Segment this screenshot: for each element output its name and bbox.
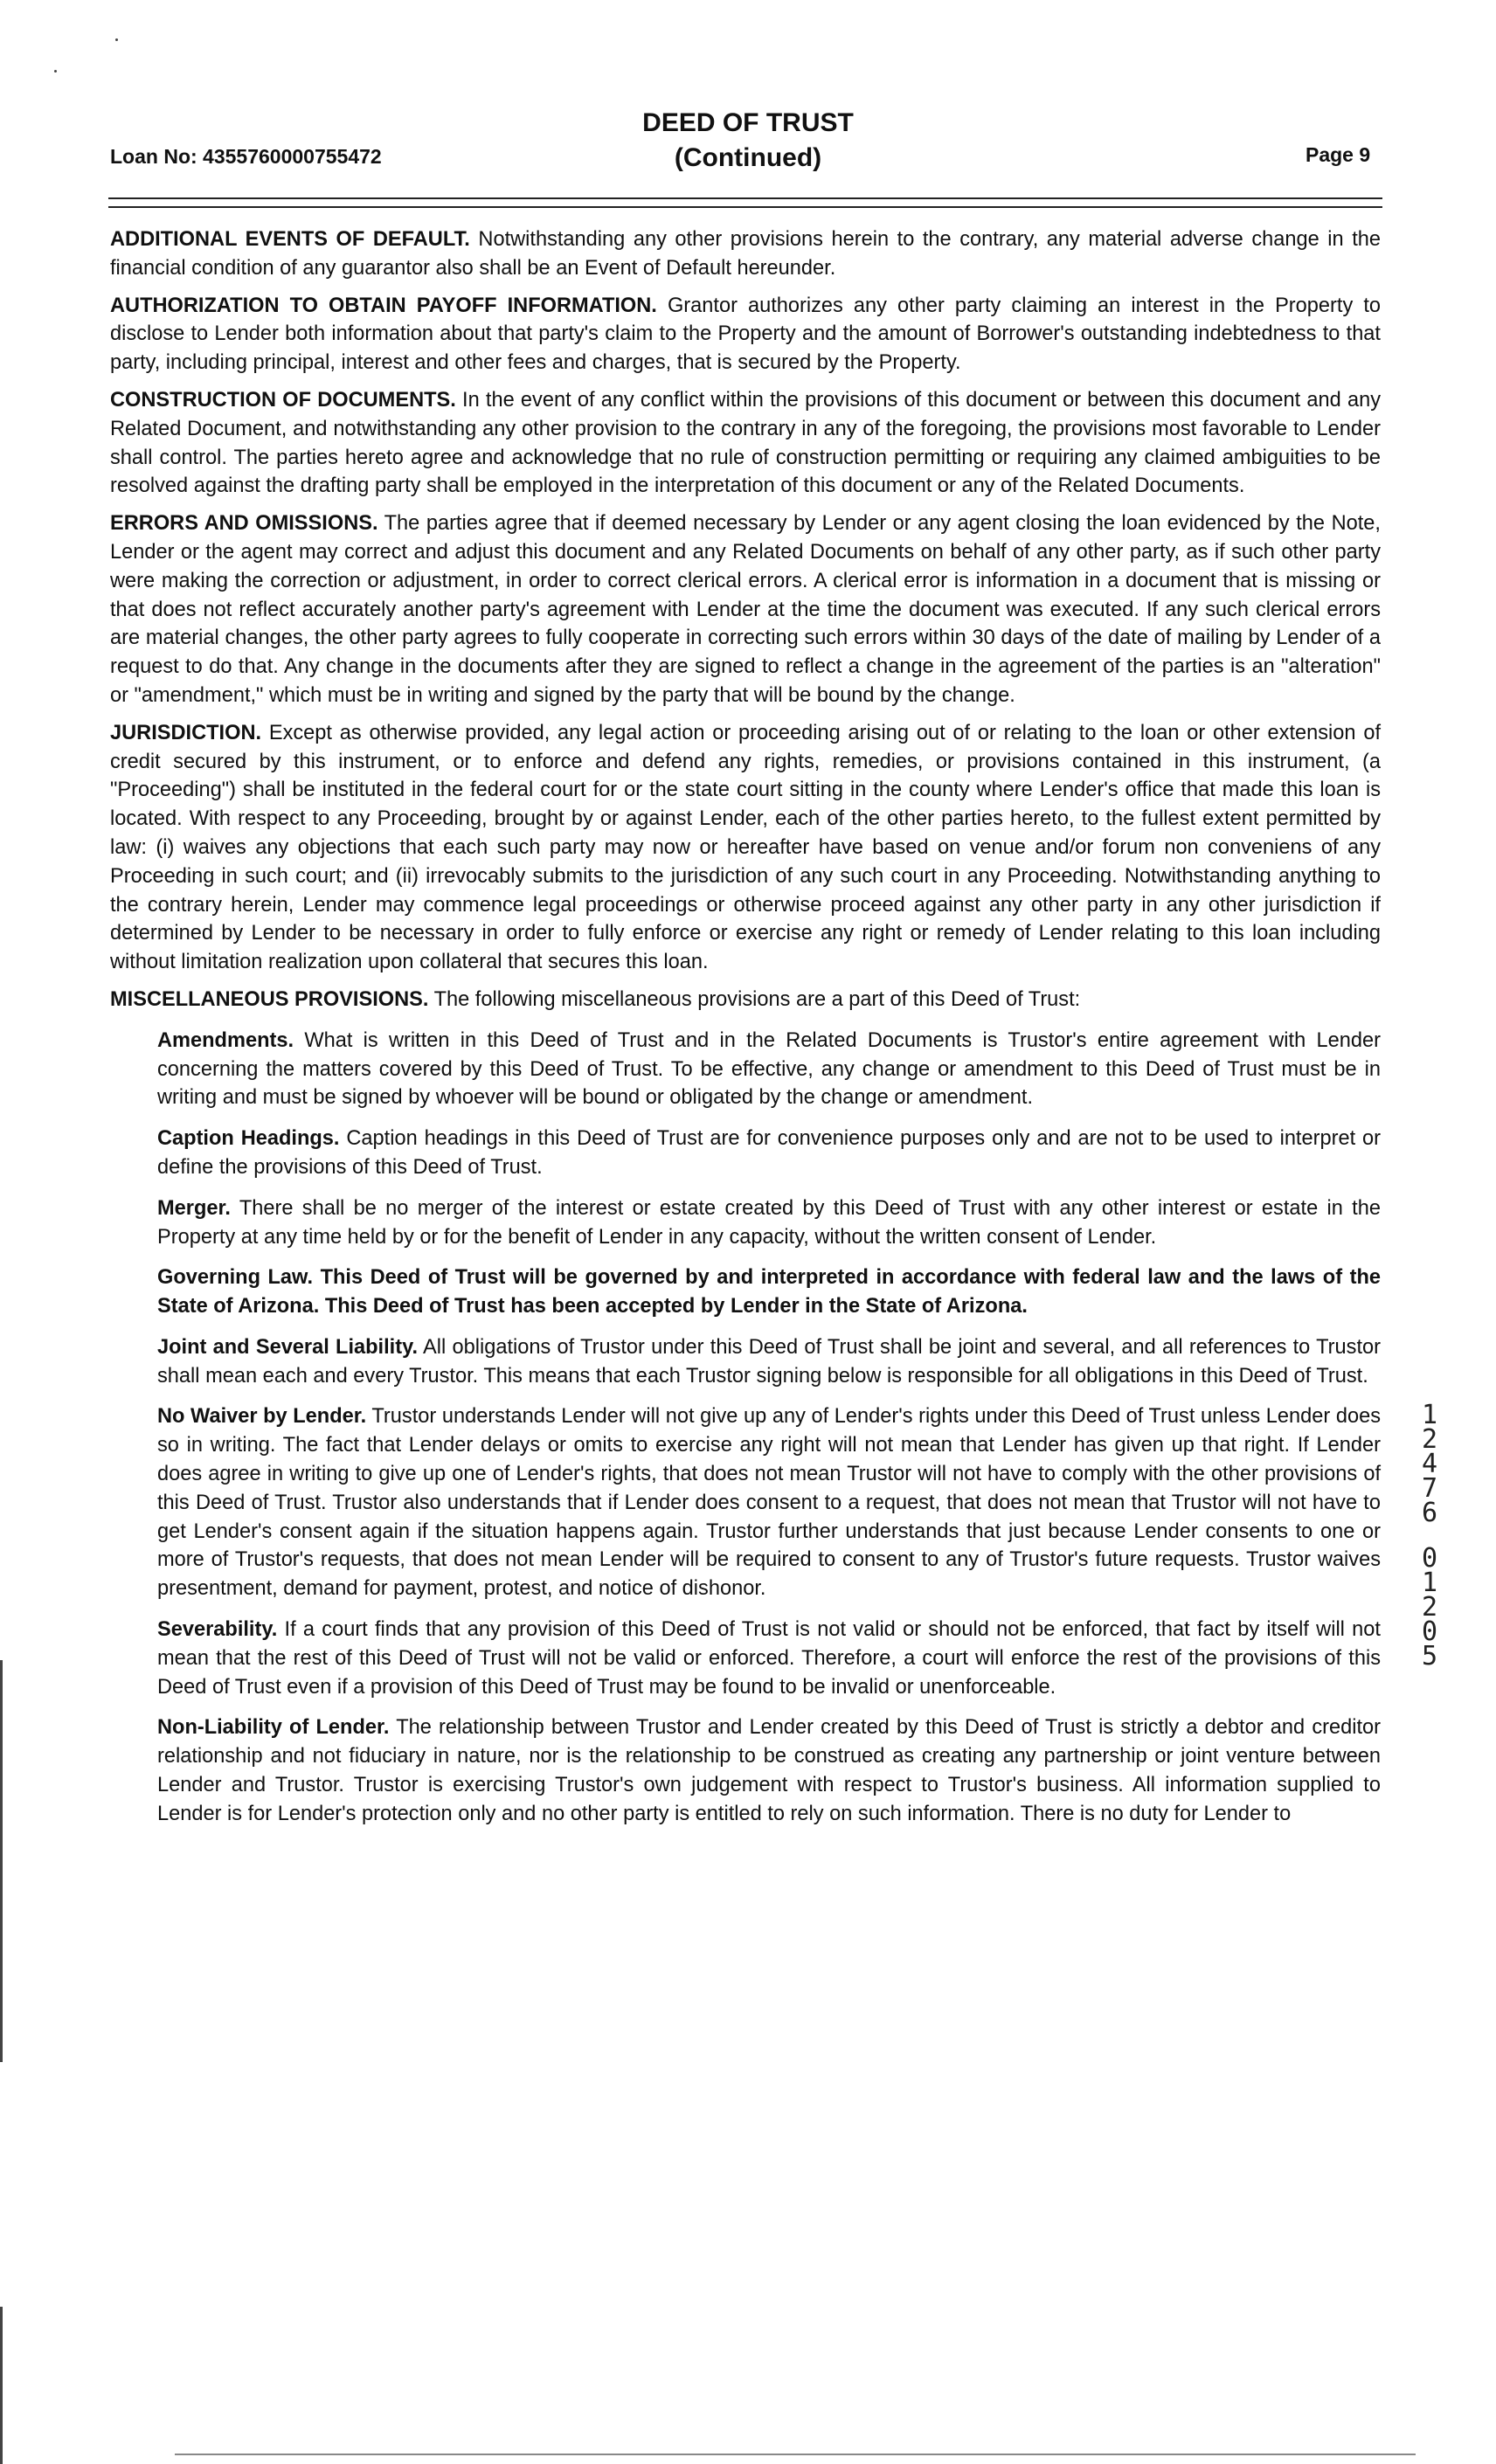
- provision-heading: Caption Headings.: [157, 1127, 340, 1151]
- provision-heading: Governing Law.: [157, 1266, 314, 1290]
- stamp-digit: 5: [1421, 1641, 1438, 1672]
- provision-heading: Severability.: [157, 1618, 278, 1642]
- section-heading: CONSTRUCTION OF DOCUMENTS.: [110, 388, 456, 412]
- stamp-digit: 1: [1421, 1568, 1438, 1598]
- section-heading: ADDITIONAL EVENTS OF DEFAULT.: [110, 228, 470, 251]
- provision-heading: Joint and Several Liability.: [157, 1335, 419, 1359]
- document-body: [110, 225, 1381, 1841]
- provision-text: What is written in this Deed of Trust and in the Related Documents is Trustor's entire agreement with Lender concerning the matters covered by this Deed of Trust. To be effective, any change or amendment to this Deed of Trust must be in writing and must be signed by whoever will be bound or obligated by the change or amendment.: [157, 1028, 1381, 1110]
- provision-heading: No Waiver by Lender.: [157, 1405, 367, 1429]
- stamp-digit: 2: [1421, 1592, 1438, 1623]
- stamp-digit: 0: [1421, 1543, 1438, 1574]
- section-heading: JURISDICTION.: [110, 721, 262, 744]
- provision-amendments: [157, 1027, 1381, 1112]
- section-errors-omissions: [110, 509, 1381, 710]
- scan-speck: [115, 38, 118, 41]
- document-subtitle: (Continued): [674, 143, 822, 172]
- stamp-digit: 1: [1421, 1400, 1438, 1430]
- section-text: Except as otherwise provided, any legal action or proceeding arising out of or relating to the loan or other extension of credit secured by this instrument, or to enforce and defend any rights, remedies, or provisions contained in this instrument, (a "Proceeding") shall be instituted in the federal court for or the state court sitting in the county where Lender's office that made this loan is located. With respect to any Proceeding, brought by or against Lender, each of the other parties hereto, to the fullest extent permitted by law: (i) waives any objections that each such party may now or hereafter have based on venue and/or forum non conveniens of any Proceeding in such court; and (ii) irrevocably submits to the jurisdiction of any such court in any Proceeding. Notwithstanding anything to the contrary herein, Lender may commence legal proceedings or otherwise proceed against any other party in any other jurisdiction if determined by Lender to be necessary in order to fully enforce or exercise any right or remedy of Lender relating to this loan including without limitation realization upon collateral that secures this loan.: [110, 721, 1381, 974]
- provision-text: This Deed of Trust will be governed by and interpreted in accordance with federal law and the laws of the State of Arizona. This Deed of Trust has been accepted by Lender in the State of Arizona.: [157, 1266, 1381, 1319]
- stamp-digit: 0: [1421, 1616, 1438, 1647]
- section-additional-events: [110, 225, 1381, 283]
- provision-text: If a court finds that any provision of this Deed of Trust is not valid or should not be enforced, that fact by itself will not mean that the rest of this Deed of Trust will not be valid or enforced. Therefore, a court will enforce the rest of the provisions of this Deed of Trust even if a provision of this Deed of Trust may be found to be invalid or unenforceable.: [157, 1618, 1381, 1699]
- document-title: DEED OF TRUST: [642, 108, 854, 137]
- section-text: The parties agree that if deemed necessary by Lender or any agent closing the loan evidenced by the Note, Lender or the agent may correct and adjust this document and any Related Documents on behalf of any other party, as if such other party were making the correction or adjustment, in order to correct clerical errors. A clerical error is information in a document that is missing or that does not reflect accurately another party's agreement with Lender at the time the document was executed. If any such clerical errors are material changes, the other party agrees to fully cooperate in correcting such errors within 30 days of the date of mailing by Lender of a request to do that. Any change in the documents after they are signed to reflect a change in the agreement of the parties is an "alteration" or "amendment," which must be in writing and signed by the party that will be bound by the change.: [110, 512, 1381, 707]
- scan-speck: [54, 70, 57, 73]
- scan-edge-mark: [0, 2307, 3, 2464]
- section-text: Grantor authorizes any other party claiming an interest in the Property to disclose to Lender both information about that party's claim to the Property and the amount of Borrower's outstanding indebtedness to that party, including principal, interest and other fees and charges, that is secured by the Property.: [110, 294, 1381, 375]
- footer-rule: [175, 2454, 1416, 2455]
- section-jurisdiction: [110, 719, 1381, 977]
- stamp-digit: 2: [1421, 1424, 1438, 1455]
- provision-text: There shall be no merger of the interest or estate created by this Deed of Trust with any other interest or estate in the Property at any time held by or for the benefit of Lender in any capacity, without the written consent of Lender.: [157, 1196, 1381, 1249]
- provision-non-liability: [157, 1713, 1381, 1828]
- section-text: In the event of any conflict within the provisions of this document or between this document and any Related Document, and notwithstanding any other provision to the contrary in any of the foregoing, the provisions most favorable to Lender shall control. The parties hereto agree and acknowledge that no rule of construction permitting or requiring any claimed ambiguities to be resolved against the drafting party shall be employed in the interpretation of this document or any of the Related Documents.: [110, 388, 1381, 498]
- provision-text: Trustor understands Lender will not give up any of Lender's rights under this Deed of Trust unless Lender does so in writing. The fact that Lender delays or omits to exercise any right will not mean that Lender has given up that right. If Lender does agree in writing to give up one of Lender's rights, that does not mean Trustor will not have to comply with the other provisions of this Deed of Trust. Trustor also understands that if Lender does consent to a request, that does not mean that Trustor will not have to get Lender's consent again if the situation happens again. Trustor further understands that just because Lender consents to one or more of Trustor's requests, that does not mean Lender will be required to consent to any of Trustor's future requests. Trustor waives presentment, demand for payment, protest, and notice of dishonor.: [157, 1405, 1382, 1601]
- loan-number: Loan No: 4355760000755472: [110, 145, 382, 168]
- section-construction: [110, 386, 1381, 501]
- stamp-digit: 7: [1421, 1473, 1438, 1504]
- stamp-digit: 6: [1421, 1498, 1438, 1528]
- section-payoff-information: [110, 292, 1381, 377]
- section-heading: ERRORS AND OMISSIONS.: [110, 512, 378, 536]
- stamp-digit: 4: [1421, 1449, 1438, 1479]
- header-rule-top: [108, 197, 1382, 199]
- provision-severability: [157, 1616, 1381, 1701]
- provision-heading: Non-Liability of Lender.: [157, 1716, 390, 1740]
- section-heading: MISCELLANEOUS PROVISIONS.: [110, 987, 429, 1011]
- provision-heading: Merger.: [157, 1196, 231, 1220]
- provision-governing-law: [157, 1263, 1381, 1321]
- section-miscellaneous: [110, 986, 1381, 1014]
- section-heading: AUTHORIZATION TO OBTAIN PAYOFF INFORMATION.: [110, 294, 657, 317]
- section-text: The following miscellaneous provisions are a part of this Deed of Trust:: [433, 987, 1081, 1011]
- provision-text: All obligations of Trustor under this Deed of Trust shall be joint and several, and all references to Trustor shall mean each and every Trustor. This means that each Trustor signing below is responsible for all obligations in this Deed of Trust.: [157, 1335, 1381, 1388]
- page-number: Page 9: [1306, 143, 1371, 166]
- provision-text: Caption headings in this Deed of Trust are for convenience purposes only and are not to be used to interpret or define the provisions of this Deed of Trust.: [157, 1127, 1382, 1179]
- scan-edge-mark: [0, 1660, 3, 2062]
- provision-heading: Amendments.: [157, 1028, 294, 1052]
- provision-joint-several-liability: [157, 1333, 1381, 1391]
- recording-number-stamp: [1412, 1400, 1447, 1672]
- provision-text: The relationship between Trustor and Lender created by this Deed of Trust is strictly a debtor and creditor relationship and not fiduciary in nature, nor is the relationship to be construed as creating any partnership or joint venture between Lender and Trustor. Trustor is exercising Trustor's own judgement with respect to Trustor's business. All information supplied to Lender is for Lender's protection only and no other party is entitled to rely on such information. There is no duty for Lender to: [157, 1716, 1381, 1825]
- header-rule-bottom: [108, 206, 1382, 208]
- provision-caption-headings: [157, 1125, 1381, 1182]
- section-text: Notwithstanding any other provisions herein to the contrary, any material adverse change in the financial condition of any guarantor also shall be an Event of Default hereunder.: [110, 228, 1382, 280]
- provision-no-waiver: [157, 1402, 1381, 1603]
- provision-merger: [157, 1194, 1381, 1252]
